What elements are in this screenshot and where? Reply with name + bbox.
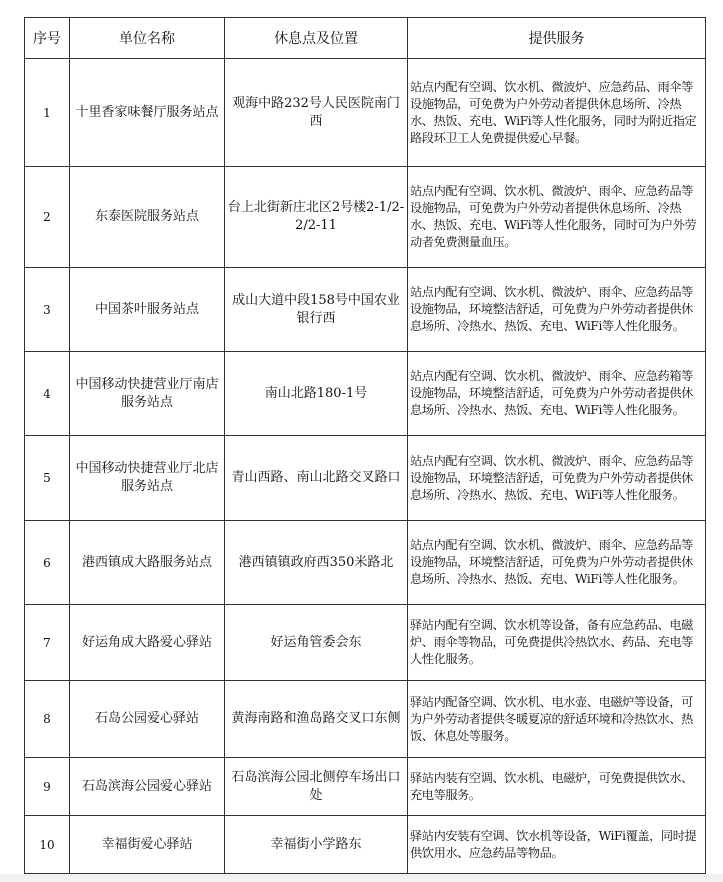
table-row [25, 436, 706, 521]
cell-name: 港西镇成大路服务站点 [70, 521, 225, 605]
cell-services: 驿站内配备空调、饮水机、电水壶、电磁炉等设备，可为户外劳动者提供冬暖夏凉的舒适环境和冷热饮水、热饭、休息处等服务。 [408, 681, 706, 758]
header-location: 休息点及位置 [225, 18, 408, 59]
cell-services: 站点内配有空调、饮水机、微波炉、雨伞、应急药箱等设施物品，环境整洁舒适，可免费为户外劳动者提供休息场所、冷热水、热饭、充电、WiFi等人性化服务。 [408, 352, 706, 436]
page-bottom-band [0, 874, 723, 882]
cell-location: 港西镇镇政府西350米路北 [225, 521, 408, 605]
cell-location: 观海中路232号人民医院南门西 [225, 59, 408, 167]
cell-no: 10 [25, 816, 70, 874]
cell-no: 7 [25, 605, 70, 681]
cell-services: 站点内配有空调、饮水机、微波炉、雨伞、应急药品等设施物品，可免费为户外劳动者提供休息场所、冷热水、热饭、充电、WiFi等人性化服务，同时可为户外劳动者免费测量血压。 [408, 167, 706, 268]
cell-no: 8 [25, 681, 70, 758]
cell-name: 中国移动快捷营业厅北店服务站点 [70, 436, 225, 521]
cell-location: 成山大道中段158号中国农业银行西 [225, 268, 408, 352]
table-row [25, 59, 706, 167]
cell-name: 石岛公园爱心驿站 [70, 681, 225, 758]
table-row [25, 816, 706, 874]
header-name: 单位名称 [70, 18, 225, 59]
cell-name: 石岛滨海公园爱心驿站 [70, 758, 225, 816]
cell-location: 好运角管委会东 [225, 605, 408, 681]
cell-services: 站点内配有空调、饮水机、微波炉、雨伞、应急药品等设施物品，环境整洁舒适，可免费为户外劳动者提供休息场所、冷热水、热饭、充电、WiFi等人性化服务。 [408, 521, 706, 605]
service-station-table [24, 17, 706, 874]
cell-location: 青山西路、南山北路交叉路口 [225, 436, 408, 521]
cell-services: 站点内配有空调、饮水机、微波炉、雨伞、应急药品等设施物品，环境整洁舒适，可免费为户外劳动者提供休息场所、冷热水、热饭、充电、WiFi等人性化服务。 [408, 268, 706, 352]
cell-location: 台上北街新庄北区2号楼2-1/2-2/2-11 [225, 167, 408, 268]
cell-name: 东泰医院服务站点 [70, 167, 225, 268]
table-header-row [25, 18, 706, 59]
table-row [25, 352, 706, 436]
cell-no: 5 [25, 436, 70, 521]
cell-location: 幸福街小学路东 [225, 816, 408, 874]
table-row [25, 605, 706, 681]
cell-name: 好运角成大路爱心驿站 [70, 605, 225, 681]
cell-no: 4 [25, 352, 70, 436]
cell-services: 站点内配有空调、饮水机、微波炉、雨伞、应急药品等设施物品，环境整洁舒适，可免费为户外劳动者提供休息场所、冷热水、热饭、充电、WiFi等人性化服务。 [408, 436, 706, 521]
cell-name: 中国茶叶服务站点 [70, 268, 225, 352]
table-row [25, 268, 706, 352]
cell-services: 站点内配有空调、饮水机、微波炉、应急药品、雨伞等设施物品，可免费为户外劳动者提供休息场所、冷热水、热饭、充电、WiFi等人性化服务，同时为附近指定路段环卫工人免费提供爱心早餐。 [408, 59, 706, 167]
cell-services: 驿站内配有空调、饮水机等设备，备有应急药品、电磁炉、雨伞等物品，可免费提供冷热饮水、药品、充电等人性化服务。 [408, 605, 706, 681]
cell-name: 中国移动快捷营业厅南店服务站点 [70, 352, 225, 436]
cell-location: 黄海南路和渔岛路交叉口东侧 [225, 681, 408, 758]
header-no: 序号 [25, 18, 70, 59]
cell-name: 十里香家味餐厅服务站点 [70, 59, 225, 167]
cell-location: 石岛滨海公园北侧停车场出口处 [225, 758, 408, 816]
cell-no: 6 [25, 521, 70, 605]
cell-services: 驿站内安装有空调、饮水机等设备，WiFi覆盖，同时提供饮用水、应急药品等物品。 [408, 816, 706, 874]
table-row [25, 521, 706, 605]
cell-location: 南山北路180-1号 [225, 352, 408, 436]
header-services: 提供服务 [408, 18, 706, 59]
table-row [25, 681, 706, 758]
table-row [25, 758, 706, 816]
cell-no: 2 [25, 167, 70, 268]
table-row [25, 167, 706, 268]
cell-no: 1 [25, 59, 70, 167]
cell-no: 9 [25, 758, 70, 816]
cell-name: 幸福街爱心驿站 [70, 816, 225, 874]
cell-no: 3 [25, 268, 70, 352]
cell-services: 驿站内装有空调、饮水机、电磁炉，可免费提供饮水、充电等服务。 [408, 758, 706, 816]
